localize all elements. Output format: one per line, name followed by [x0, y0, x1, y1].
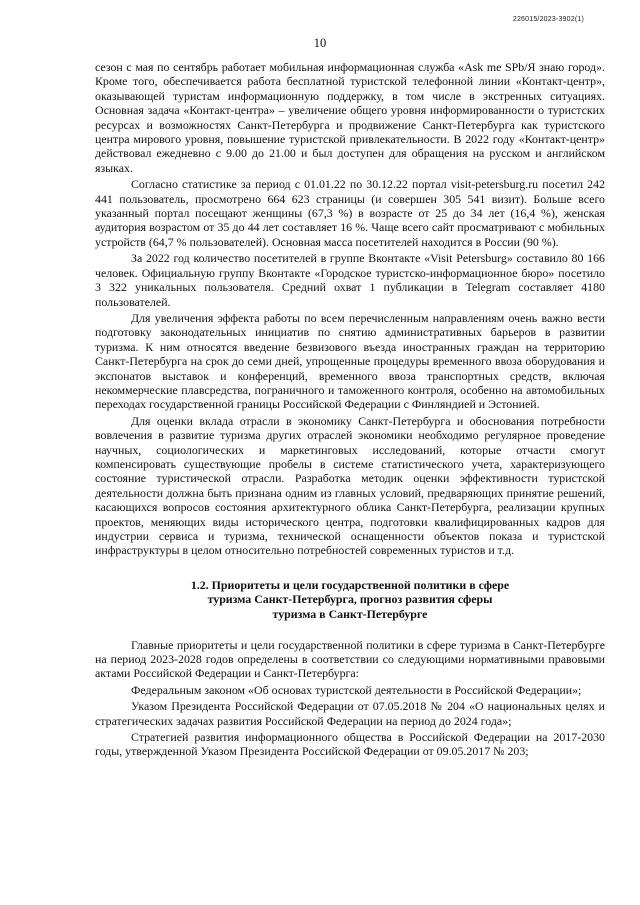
paragraph: Указом Президента Российской Федерации от 07.05.2018 № 204 «О национальных целях и стратегических задачах развития Российской Федерации на период до 2024 года»; — [95, 699, 605, 728]
document-id: 226015/2023-3902(1) — [512, 16, 584, 23]
section-heading-line: туризма Санкт-Петербурга, прогноз развития сферы — [207, 592, 493, 607]
document-body — [95, 60, 605, 761]
section-heading-line: туризма в Санкт-Петербурге — [272, 607, 428, 621]
paragraph: Согласно статистике за период с 01.01.22 по 30.12.22 портал visit-petersburg.ru посетил 242 441 пользователь, просмотрено 664 623 страницы (и совершен 305 541 визит). Больше всего указанный портал посещают женщины (67,3 %) в возрасте от 25 до 34 лет (16,4 %), женская аудитория возрастом от 35 до 44 лет составляет 16 %. Чаще всего сайт просматривают с мобильных устройств (64,7 % пользователей). Основная масса посетителей находится в России (90 %). — [95, 177, 605, 249]
paragraph: Для оценки вклада отрасли в экономику Санкт-Петербурга и обоснования потребности вовлечения в развитие туризма других отраслей экономики необходимо регулярное проведение научных, социологических и маркетинговых исследований, которые отчасти смогут компенсировать существующие пробелы в системе статистического учета, характеризующего состояние туристической отрасли. Разработка методик оценки эффективности туристской деятельности должна быть признана одним из главных условий, предваряющих принятие решений, касающихся вопросов состояния архитектурного облика Санкт-Петербурга, реализации крупных проектов, меняющих виды исторического центра, подготовки квалифицированных кадров для индустрии сервиса и туризма, технической оснащенности объектов показа и туристской инфраструктуры в целом относительно потребностей современных туристов и т.д. — [95, 413, 605, 558]
paragraph: За 2022 год количество посетителей в группе Вконтакте «Visit Petersburg» составило 80 166 человек. Официальную группу Вконтакте «Городское туристско-информационное бюро» посетило 3 322 уникальных пользователя. Средний охват 1 публикации в Telegram составляет 4180 пользователей. — [95, 251, 605, 309]
paragraph: Для увеличения эффекта работы по всем перечисленным направлениям очень важно вести подготовку законодательных инициатив по снятию административных барьеров в развитии туризма. К ним относятся введение безвизового въезда иностранных граждан на территорию Санкт-Петербурга на срок до семи дней, упрощенные процедуры временного ввоза оборудования и экспонатов выставок и конференций, временного ввоза транспортных средств, включая некоммерческие плавсредства, пограничного и таможенного контроля, особенно на автомобильных переходах государственной границы Российской Федерации с Финляндией и Эстонией. — [95, 310, 605, 412]
section-heading — [95, 578, 605, 622]
paragraph: сезон с мая по сентябрь работает мобильная информационная служба «Ask me SPb/Я знаю город». Кроме того, обеспечивается работа бесплатной туристской телефонной линии «Контакт-центр», оказывающей туристам информационную поддержку, в том числе в экстренных ситуациях. Основная задача «Контакт-центра» – увеличение общего уровня информированности о туристских ресурсах и возможностях Санкт-Петербурга и продвижение Санкт-Петербурга как туристского центра мирового уровня, повышение туристской привлекательности. В 2022 году «Контакт-центр» действовал ежедневно с 9.00 до 21.00 и был доступен для обращения на русском и английском языках. — [95, 60, 605, 175]
paragraph: Стратегией развития информационного общества в Российской Федерации на 2017-2030 годы, утвержденной Указом Президента Российской Федерации от 09.05.2017 № 203; — [95, 730, 605, 759]
paragraph: Главные приоритеты и цели государственной политики в сфере туризма в Санкт-Петербурге на период 2023-2028 годов определены в соответствии со следующими нормативными правовыми актами Российской Федерации и Санкт-Петербурга: — [95, 637, 605, 681]
page-number: 10 — [313, 36, 327, 50]
paragraph: Федеральным законом «Об основах туристской деятельности в Российской Федерации»; — [131, 682, 582, 697]
section-heading-line: 1.2. Приоритеты и цели государственной политики в сфере — [190, 577, 510, 592]
